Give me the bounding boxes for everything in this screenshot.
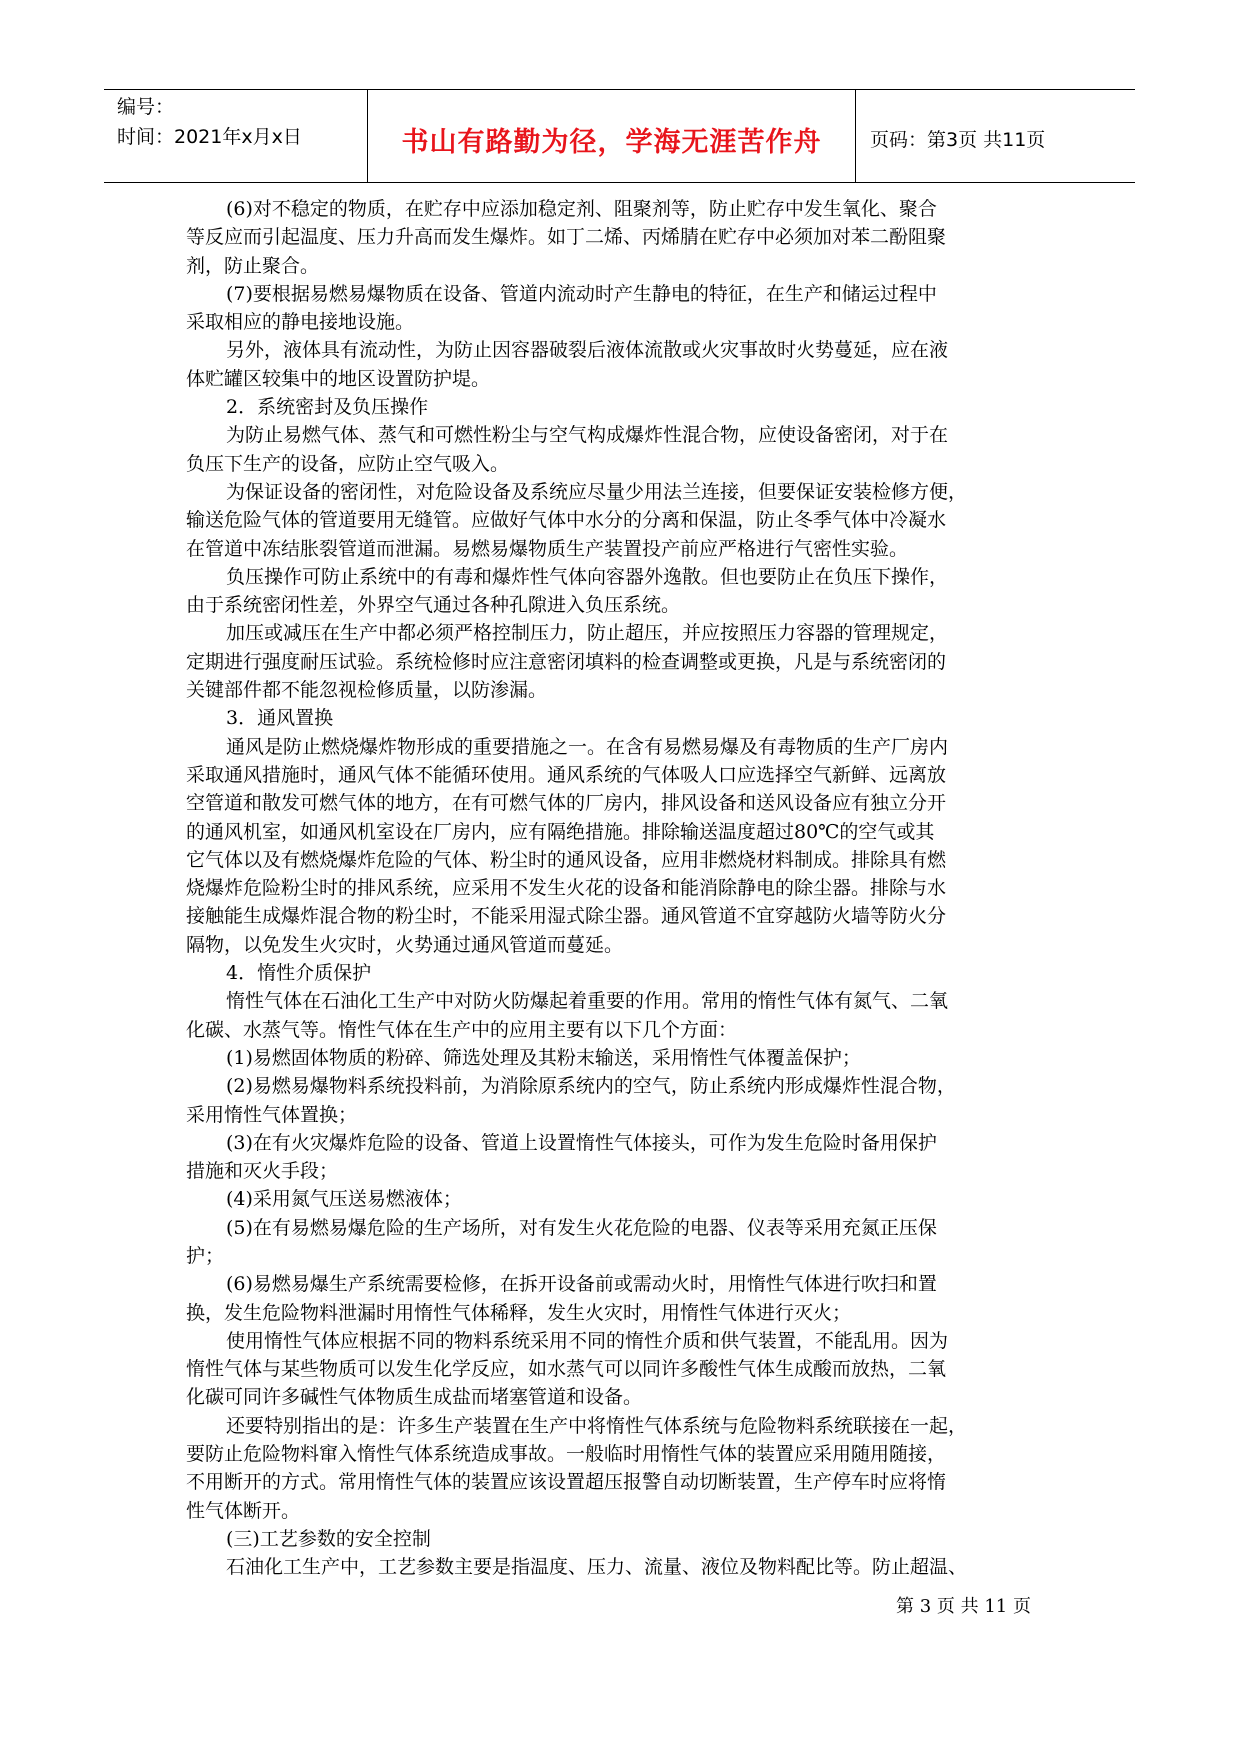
text-line: 要防止危险物料窜入惰性气体系统造成事故。一般临时用惰性气体的装置应采用随用随接， [186,1443,947,1466]
text-line: 它气体以及有燃烧爆炸危险的气体、粉尘时的通风设备，应用非燃烧材料制成。排除具有燃 [186,848,947,871]
page-header [104,89,1135,183]
text-line: (3)在有火灾爆炸危险的设备、管道上设置惰性气体接头，可作为发生危险时备用保护 [226,1131,937,1154]
text-line: (1)易燃固体物质的粉碎、筛选处理及其粉末输送，采用惰性气体覆盖保护； [226,1046,861,1069]
text-line: 另外，液体具有流动性，为防止因容器破裂后液体流散或火灾事故时火势蔓延，应在液 [226,339,949,362]
text-line: 采取通风措施时，通风气体不能循环使用。通风系统的气体吸人口应选择空气新鲜、远离放 [186,763,947,786]
text-line: (6)对不稳定的物质，在贮存中应添加稳定剂、阻聚剂等，防止贮存中发生氧化、聚合 [226,198,937,220]
text-line: 体贮罐区较集中的地区设置防护堤。 [186,367,491,390]
text-line: 加压或减压在生产中都必须严格控制压力，防止超压，并应按照压力容器的管理规定， [226,622,949,645]
text-line: 等反应而引起温度、压力升高而发生爆炸。如丁二烯、丙烯腈在贮存中必须加对苯二酚阻聚 [186,226,947,249]
text-line: 关键部件都不能忽视检修质量，以防渗漏。 [186,679,548,702]
text-line: 通风是防止燃烧爆炸物形成的重要措施之一。在含有易燃易爆及有毒物质的生产厂房内 [226,735,949,758]
text-line: 由于系统密闭性差，外界空气通过各种孔隙进入负压系统。 [186,594,681,617]
text-line: 剂，防止聚合。 [186,254,320,277]
text-line: 采用惰性气体置换； [186,1103,358,1126]
text-line: 2．系统密封及负压操作 [226,396,429,419]
text-line: 采取相应的静电接地设施。 [186,311,415,334]
text-line: 隔物，以免发生火灾时，火势通过通风管道而蔓延。 [186,933,624,956]
text-line: 接触能生成爆炸混合物的粉尘时，不能采用湿式除尘器。通风管道不宜穿越防火墙等防火分 [186,905,947,928]
document-number-label: 编号： [117,96,175,118]
document-body [186,195,1050,1582]
header-motto-cell [368,90,856,182]
header-meta-cell [104,90,368,182]
text-line: 负压下生产的设备，应防止空气吸入。 [186,452,510,475]
text-line: 化碳可同许多碱性气体物质生成盐而堵塞管道和设备。 [186,1386,643,1409]
text-line: 3．通风置换 [226,707,334,730]
text-line: 护； [186,1244,225,1267]
text-line: 化碳、水蒸气等。惰性气体在生产中的应用主要有以下几个方面： [186,1018,738,1041]
text-line: 性气体断开。 [186,1499,301,1522]
text-line: (4)采用氮气压送易燃液体； [226,1188,462,1211]
text-line: 使用惰性气体应根据不同的物料系统采用不同的惰性介质和供气装置，不能乱用。因为 [226,1329,949,1352]
text-line: 空管道和散发可燃气体的地方，在有可燃气体的厂房内，排风设备和送风设备应有独立分开 [186,792,947,815]
text-line: 惰性气体在石油化工生产中对防火防爆起着重要的作用。常用的惰性气体有氮气、二氧 [226,990,949,1013]
text-line: (7)要根据易燃易爆物质在设备、管道内流动时产生静电的特征，在生产和储运过程中 [226,282,937,305]
text-line: 4．惰性介质保护 [226,962,372,985]
document-time-label: 时间：2021年x月x日 [117,126,302,148]
text-line: (5)在有易燃易爆危险的生产场所，对有发生火花危险的电器、仪表等采用充氮正压保 [226,1216,937,1239]
header-page-cell [856,90,1135,182]
text-line: 惰性气体与某些物质可以发生化学反应，如水蒸气可以同许多酸性气体生成酸而放热，二氧 [186,1358,947,1381]
text-line: (2)易燃易爆物料系统投料前，为消除原系统内的空气，防止系统内形成爆炸性混合物， [226,1075,956,1098]
page-footer: 第 3 页 共 11 页 [896,1596,1031,1617]
header-motto: 书山有路勤为径，学海无涯苦作舟 [401,126,822,158]
text-line: 负压操作可防止系统中的有毒和爆炸性气体向容器外逸散。但也要防止在负压下操作， [226,565,949,588]
text-line: 措施和灭火手段； [186,1160,339,1183]
text-line: 不用断开的方式。常用惰性气体的装置应该设置超压报警自动切断装置，生产停车时应将惰 [186,1471,947,1494]
text-line: 定期进行强度耐压试验。系统检修时应注意密闭填料的检查调整或更换，凡是与系统密闭的 [186,650,947,673]
text-line: (三)工艺参数的安全控制 [226,1527,431,1550]
text-line: 的通风机室，如通风机室设在厂房内，应有隔绝措施。排除输送温度超过80℃的空气或其 [186,820,935,843]
text-line: 石油化工生产中，工艺参数主要是指温度、压力、流量、液位及物料配比等。防止超温、 [226,1556,968,1579]
text-line: (6)易燃易爆生产系统需要检修，在拆开设备前或需动火时，用惰性气体进行吹扫和置 [226,1273,937,1296]
text-line: 还要特别指出的是：许多生产装置在生产中将惰性气体系统与危险物料系统联接在一起， [226,1414,968,1437]
text-line: 为防止易燃气体、蒸气和可燃性粉尘与空气构成爆炸性混合物，应使设备密闭，对于在 [226,424,949,447]
text-line: 为保证设备的密闭性，对危险设备及系统应尽量少用法兰连接，但要保证安装检修方便， [226,480,968,503]
text-line: 在管道中冻结胀裂管道而泄漏。易燃易爆物质生产装置投产前应严格进行气密性实验。 [186,537,909,560]
text-line: 换，发生危险物料泄漏时用惰性气体稀释，发生火灾时，用惰性气体进行灭火； [186,1301,852,1324]
text-line: 输送危险气体的管道要用无缝管。应做好气体中水分的分离和保温，防止冬季气体中冷凝水 [186,509,947,532]
text-line: 烧爆炸危险粉尘时的排风系统，应采用不发生火花的设备和能消除静电的除尘器。排除与水 [186,877,947,900]
header-page-info: 页码：第3页 共11页 [870,128,1046,151]
